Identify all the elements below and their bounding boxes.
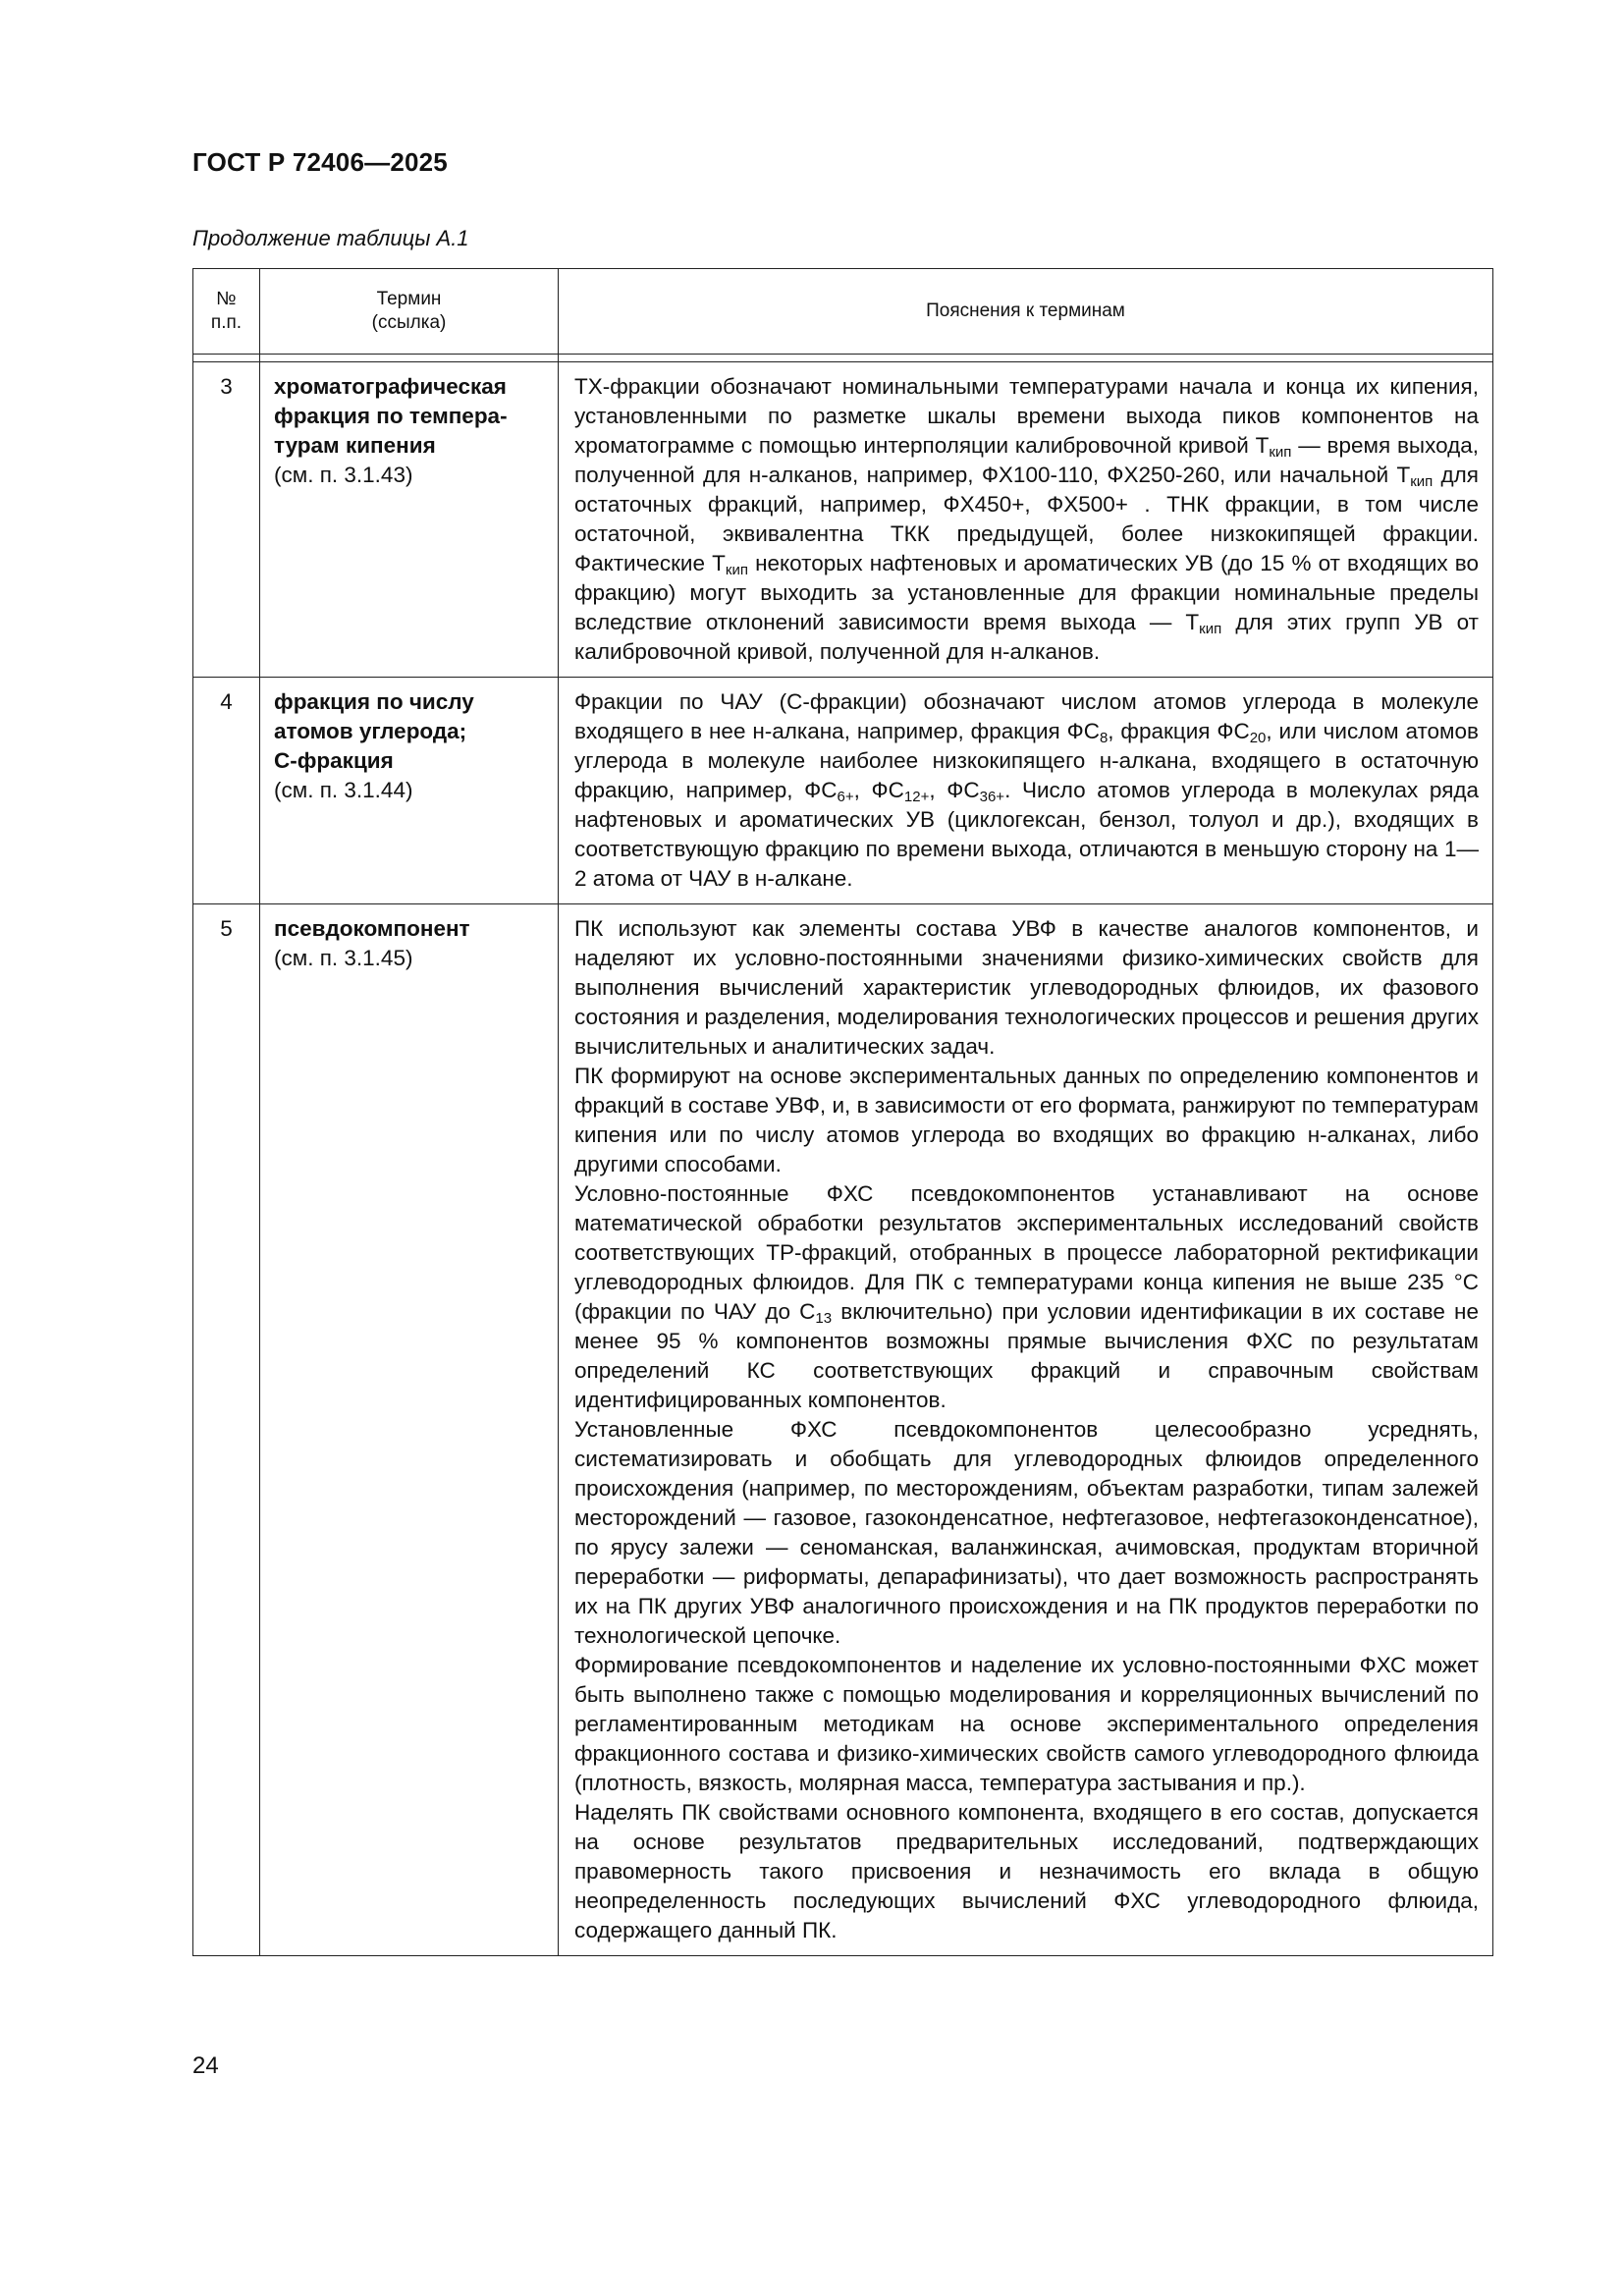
separator-cell: [260, 355, 559, 362]
table-body: [193, 362, 1493, 1956]
table-continuation-caption: Продолжение таблицы А.1: [192, 226, 469, 250]
term-reference: (см. п. 3.1.44): [274, 778, 413, 802]
explanation-paragraph: Установленные ФХС псевдокомпонентов целесообразно усреднять, систематизировать и обобщать для углеводородных флюидов определенного происхождения (например, по месторождениям, объектам разработки, типам залежей месторождений — газовое, газоконденсатное, нефтегазовое, нефтегазоконденсатное), по ярусу залежи — сеноманская, валанжинская, ачимовская, продуктам вторичной переработки — риформаты, депарафинизаты), что дает возможность распространять их на ПК других УВФ аналогичного происхождения и на ПК продуктов переработки по технологической цепочке.: [574, 1417, 1479, 1648]
explanation-paragraph: ТХ-фракции обозначают номинальными температурами начала и конца их кипения, установленными по разметке шкалы времени выхода пиков компонентов на хроматограмме с помощью интерполяции калибровочной кривой $Т_{кип}$ — время выхода, полученной для н-алканов, например, ФХ100-110, ФХ250-260, или начальной $Т_{кип}$ для остаточных фракций, например, ФХ450+, ФХ500+ . ТНК фракции, в том числе остаточной, эквивалентна ТКК предыдущей, более низкокипящей фракции. Фактические $Т_{кип}$ некоторых нафтеновых и ароматических УВ (до 15 % от входящих во фракцию) могут выходить за установленные для фракции номинальные пределы вследствие отклонений зависимости время выхода — $Т_{кип}$ для этих групп УВ от калибровочной кривой, полученной для н-алканов.: [574, 374, 1479, 664]
term-name-line: фракция по числу: [274, 689, 474, 714]
header-number-symbol: №: [216, 289, 237, 309]
table-row: [193, 904, 1493, 1956]
document-header: ГОСТ Р 72406—2025: [192, 147, 448, 177]
term-name-line: фракция по темпера-: [274, 404, 508, 428]
row-number: 5: [193, 904, 260, 1956]
row-number: 3: [193, 362, 260, 678]
separator-cell: [193, 355, 260, 362]
term-name-line: С-фракция: [274, 748, 394, 773]
explanation-paragraph: Фракции по ЧАУ (С-фракции) обозначают числом атомов углерода в молекуле входящего в нее н-алкана, например, фракция $ФС_8$, фракция $ФС_{20}$, или числом атомов углерода в молекуле наиболее низкокипящего н-алкана, входящего в остаточную фракцию, например, $ФС_{6+}$, $ФС_{12+}$, $ФС_{36+}$. Число атомов углерода в молекулах ряда нафтеновых и ароматических УВ (циклогексан, бензол, толуол и др.), входящих в соответствующую фракцию по времени выхода, отличаются в меньшую сторону на 1—2 атома от ЧАУ в н-алкане.: [574, 689, 1480, 891]
header-number: [193, 269, 260, 355]
term-reference: (см. п. 3.1.43): [274, 463, 413, 487]
term-name-line: псевдокомпонент: [274, 916, 470, 941]
header-explanation: Пояснения к терминам: [559, 269, 1493, 355]
table-row: [193, 678, 1493, 904]
explanation-cell: [559, 904, 1493, 1956]
explanation-cell: [559, 678, 1493, 904]
term-name-line: турам кипения: [274, 433, 436, 458]
explanation-paragraph: Условно-постоянные ФХС псевдокомпонентов устанавливают на основе математической обработки результатов экспериментальных исследований свойств соответствующих ТР-фракций, отобранных в процессе лабораторной ректификации углеводородных флюидов. Для ПК с температурами конца кипения не выше 235 °C (фракции по ЧАУ до $С_{13}$ включительно) при условии идентификации в их составе не менее 95 % компонентов возможны прямые вычисления ФХС по результатам определений КС соответствующих фракций и справочным свойствам идентифицированных компонентов.: [574, 1181, 1479, 1412]
table-header-row: [193, 269, 1493, 355]
explanation-paragraph: ПК используют как элементы состава УВФ в качестве аналогов компонентов, и наделяют их условно-постоянными значениями физико-химических свойств для выполнения вычислений характеристик углеводородных флюидов, их фазового состояния и разделения, моделирования технологических процессов и решения других вычислительных и аналитических задач.: [574, 916, 1479, 1059]
term-name-line: атомов углерода;: [274, 719, 467, 743]
header-number-abbr: п.п.: [210, 312, 243, 333]
explanation-cell: [559, 362, 1493, 678]
header-term-subtitle: (ссылка): [371, 312, 447, 333]
term-cell: [260, 904, 559, 1956]
header-term: [260, 269, 559, 355]
page-number: 24: [192, 2052, 219, 2079]
explanation-paragraph: ПК формируют на основе экспериментальных данных по определению компонентов и фракций в составе УВФ, и, в зависимости от его формата, ранжируют по температурам кипения или по числу атомов углерода во входящих во фракцию н-алканах, либо другими способами.: [574, 1064, 1479, 1176]
header-separator-row: [193, 355, 1493, 362]
separator-cell: [559, 355, 1493, 362]
term-name-line: хроматографическая: [274, 374, 507, 399]
explanation-paragraph: Наделять ПК свойствами основного компонента, входящего в его состав, допускается на основе результатов предварительных исследований, подтверждающих правомерность такого присвоения и незначимость его вклада в общую неопределенность последующих вычислений ФХС углеводородного флюида, содержащего данный ПК.: [574, 1800, 1479, 1942]
term-reference: (см. п. 3.1.45): [274, 946, 413, 970]
explanation-paragraph: Формирование псевдокомпонентов и наделение их условно-постоянными ФХС может быть выполнено также с помощью моделирования и корреляционных вычислений по регламентированным методикам на основе экспериментального определения фракционного состава и физико-химических свойств самого углеводородного флюида (плотность, вязкость, молярная масса, температура застывания и пр.).: [574, 1653, 1479, 1795]
row-number: 4: [193, 678, 260, 904]
terms-table: [192, 268, 1493, 1956]
header-term-title: Термин: [376, 289, 442, 309]
table-row: [193, 362, 1493, 678]
term-cell: [260, 362, 559, 678]
term-cell: [260, 678, 559, 904]
